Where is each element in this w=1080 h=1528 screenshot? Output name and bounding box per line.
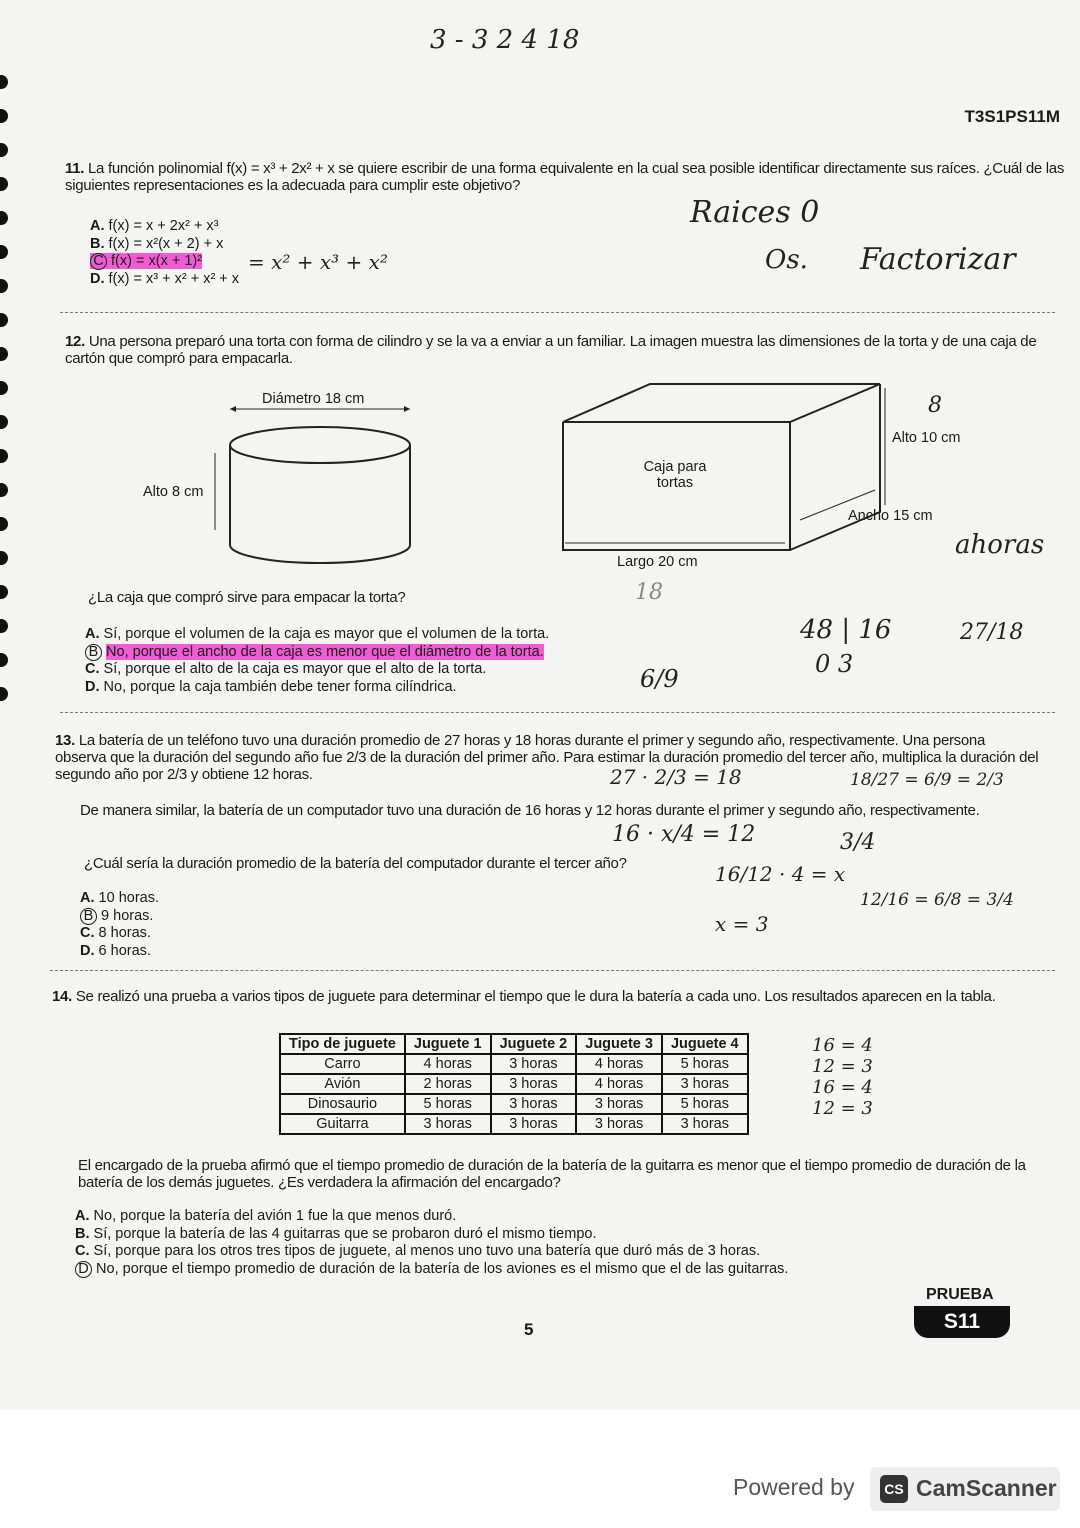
camscanner-logo (870, 1467, 1060, 1511)
handwritten-note: x = 3 (715, 912, 769, 936)
question-11 (65, 160, 1065, 194)
option-b[interactable]: B. f(x) = x²(x + 2) + x (90, 235, 224, 252)
option-c-selected[interactable]: C f(x) = x(x + 1)² (90, 253, 239, 271)
option-c[interactable]: C. 8 horas. (80, 925, 151, 941)
question-text: De manera similar, la batería de un computador tuvo una duración de 16 horas y 12 horas durante el primer y segundo año, respectivamente. (80, 802, 980, 819)
q12-options (85, 626, 549, 696)
handwritten-note: 12/16 = 6/8 = 3/4 (860, 890, 1014, 910)
option-d[interactable]: D. No, porque la caja también debe tener forma cilíndrica. (85, 678, 457, 695)
divider (60, 712, 1055, 713)
handwritten-note: 18/27 = 6/9 = 2/3 (850, 770, 1004, 790)
q14-options (75, 1208, 1055, 1278)
option-b[interactable]: B. Sí, porque la batería de las 4 guitarras que se probaron duró el mismo tiempo. (75, 1225, 597, 1242)
box-width-label: Ancho 15 cm (848, 508, 933, 524)
document-code: T3S1PS11M (964, 107, 1060, 126)
handwritten-note: ahoras (955, 530, 1045, 560)
prueba-label: PRUEBA (926, 1286, 994, 1303)
option-d[interactable]: D. f(x) = x³ + x² + x² + x (90, 270, 240, 287)
prueba-code-badge: S11 (914, 1306, 1010, 1338)
table-row: Carro 4 horas 3 horas 4 horas 5 horas (280, 1054, 748, 1074)
cylinder-height-label: Alto 8 cm (143, 484, 204, 500)
option-d-selected[interactable]: D No, porque el tiempo promedio de duración de la batería de los aviones es el mismo que el de las guitarras. (75, 1261, 1055, 1279)
camscanner-brand: CamScanner (916, 1475, 1057, 1501)
handwritten-note: Factorizar (860, 242, 1016, 277)
q11-options (90, 218, 239, 288)
handwritten-note: 3/4 (840, 830, 876, 855)
table-row: Dinosaurio 5 horas 3 horas 3 horas 5 horas (280, 1094, 748, 1114)
handwritten-note: 0 3 (815, 650, 854, 678)
handwritten-note: 16 · x/4 = 12 (612, 822, 756, 847)
box-label: Caja para tortas (643, 459, 707, 491)
option-a[interactable]: A. f(x) = x + 2x² + x³ (90, 218, 219, 234)
table-row: Avión 2 horas 3 horas 4 horas 3 horas (280, 1074, 748, 1094)
question-prompt: ¿La caja que compró sirve para empacar la torta? (88, 589, 406, 606)
box-length-label: Largo 20 cm (617, 554, 698, 570)
box-figure (555, 380, 895, 560)
question-text: El encargado de la prueba afirmó que el tiempo promedio de duración de la batería de la guitarra es menor que el tiempo promedio de duración de la batería de los demás juguetes. ¿Es verdadera la afirmación del encargado? (78, 1157, 1026, 1191)
option-d[interactable]: D. 6 horas. (80, 942, 151, 959)
divider (50, 970, 1055, 971)
question-13: 13. La batería de un teléfono tuvo una duración promedio de 27 horas y 18 horas durante el primer y segundo año, respectivamente. Una persona observa que la duración del segundo año fue 2/3 de la duración del primer año. Para estimar la duración promedio del tercer año, multiplica la duración del segundo año por 2/3 y obtiene 12 horas. (55, 732, 1039, 783)
question-text: La función polinomial f(x) = x³ + 2x² + x se quiere escribir de una forma equivalente en la cual sea posible identificar directamente sus raíces. ¿Cuál de las siguientes representaciones es la adecuada para cumplir este objetivo? (65, 160, 1065, 194)
handwritten-note: = x² + x³ + x² (248, 250, 388, 274)
handwritten-note: 6/9 (640, 665, 679, 693)
table-row: Guitarra 3 horas 3 horas 3 horas 3 horas (280, 1114, 748, 1134)
question-14: 14. Se realizó una prueba a varios tipos de juguete para determinar el tiempo que le dura la batería a cada uno. Los resultados aparecen en la tabla. (52, 988, 996, 1005)
handwritten-notes: 16 = 4 12 = 3 16 = 4 12 = 3 (812, 1035, 873, 1119)
top-scribbles: 3 - 3 2 4 18 (430, 25, 580, 55)
page-number: 5 (524, 1320, 534, 1339)
diameter-label: Diámetro 18 cm (262, 391, 365, 407)
question-12: 12. Una persona preparó una torta con forma de cilindro y se la va a enviar a un familiar. La imagen muestra las dimensiones de la torta y de una caja de cartón que compró para empacarla. (65, 333, 1037, 367)
divider (60, 312, 1055, 313)
option-a[interactable]: A. No, porque la batería del avión 1 fue la que menos duró. (75, 1208, 457, 1224)
option-a[interactable]: A. 10 horas. (80, 890, 159, 906)
binder-holes (0, 75, 8, 721)
battery-table (279, 1033, 749, 1135)
handwritten-note: 27 · 2/3 = 18 (610, 765, 742, 789)
option-b-selected[interactable]: B 9 horas. (80, 908, 159, 926)
option-c[interactable]: C. Sí, porque para los otros tres tipos de juguete, al menos uno tuvo una batería que duró más de 3 horas. (75, 1243, 761, 1259)
handwritten-note: 8 (928, 393, 942, 418)
table-header-row: Tipo de juguete Juguete 1 Juguete 2 Juguete 3 Juguete 4 (280, 1034, 748, 1054)
powered-by-text: Powered by (733, 1474, 855, 1500)
box-height-label: Alto 10 cm (892, 430, 961, 446)
option-b-selected[interactable]: B No, porque el ancho de la caja es menor que el diámetro de la torta. (85, 644, 549, 662)
handwritten-note: 27/18 (960, 620, 1024, 645)
question-prompt: ¿Cuál sería la duración promedio de la batería del computador durante el tercer año? (84, 855, 627, 872)
option-a[interactable]: A. Sí, porque el volumen de la caja es mayor que el volumen de la torta. (85, 626, 550, 642)
handwritten-note: 16/12 · 4 = x (715, 862, 846, 886)
handwritten-note: 48 | 16 (800, 615, 892, 645)
camscanner-icon: CS (880, 1475, 908, 1503)
option-c[interactable]: C. Sí, porque el alto de la caja es mayor que el alto de la torta. (85, 661, 487, 677)
handwritten-note: Os. (765, 245, 808, 275)
question-number: 11. (65, 160, 85, 177)
cylinder-figure (140, 385, 440, 575)
handwritten-note: 18 (635, 580, 663, 605)
handwritten-note: Raices 0 (690, 195, 820, 230)
q13-options (80, 890, 159, 960)
